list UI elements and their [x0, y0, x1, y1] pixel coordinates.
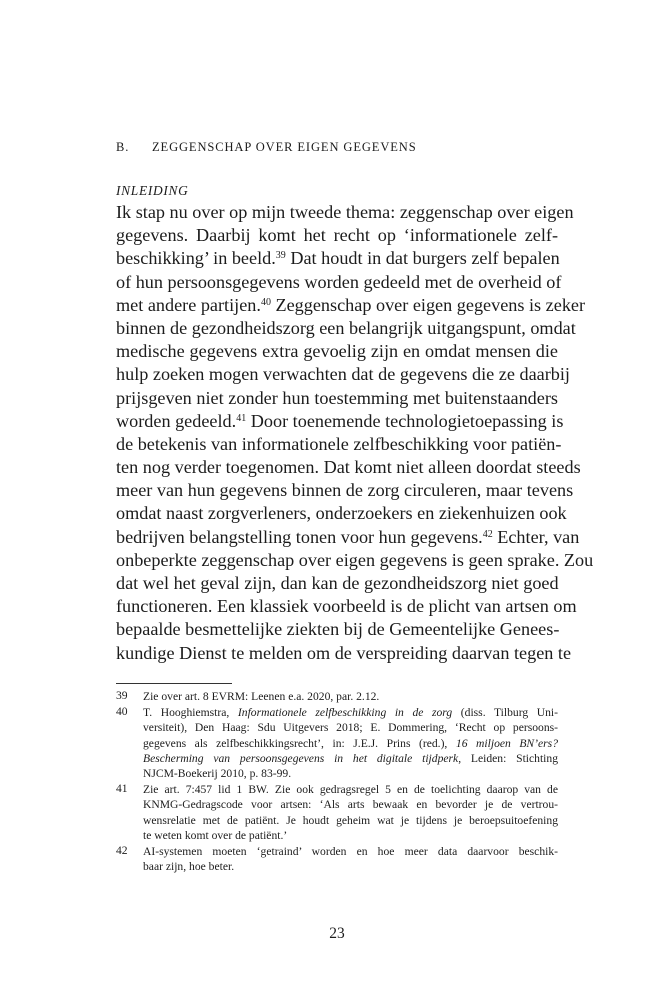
footnote-line: te weten komt over de patiënt.’	[143, 828, 288, 842]
footnote-ref: 41	[236, 412, 247, 424]
footnote-41	[116, 782, 558, 843]
body-line: dat wel het geval zijn, dan kan de gezondheidszorg niet goed	[116, 573, 559, 593]
body-line: medische gegevens extra gevoelig zijn en omdat mensen die	[116, 341, 558, 362]
footnote-line: Zie art. 7:457 lid 1 BW. Zie ook gedragsregel 5 en de toelichting daarop van de	[143, 783, 558, 797]
page-number: 23	[329, 925, 345, 942]
body-line: kundige Dienst te melden om de verspreiding daarvan tegen te	[116, 642, 572, 663]
body-line: ten nog verder toegenomen. Dat komt niet alleen doordat steeds	[116, 457, 581, 478]
footnote-number: 41	[116, 782, 128, 796]
footnote-line: Bescherming van persoonsgegevens in het digitale tijdperk, Leiden: Stichting	[143, 751, 558, 765]
body-line: de betekenis van informationele zelfbeschikking voor patiën-	[116, 433, 562, 454]
footnote-line: baar zijn, hoe beter.	[143, 860, 235, 874]
footnote-number: 42	[116, 843, 128, 857]
body-line: bepaalde besmettelijke ziekten bij de Gemeentelijke Genees-	[116, 619, 560, 640]
subheading: INLEIDING	[116, 183, 189, 198]
body-line: worden gedeeld.$^{41}$ Door toenemende technologietoepassing is	[116, 410, 564, 431]
body-line: met andere partijen.$^{40}$ Zeggenschap over eigen gegevens is zeker	[116, 294, 586, 315]
body-line: hulp zoeken mogen verwachten dat de gegevens die ze daarbij	[116, 364, 570, 385]
footnote-divider	[116, 683, 232, 684]
footnote-line: gegevens als zelfbeschikkingsrecht’, in: J.E.J. Prins (red.), 16 miljoen BN’ers?	[143, 736, 558, 750]
body-line: omdat naast zorgverleners, onderzoekers en ziekenhuizen ook	[116, 503, 567, 524]
footnote-ref: 42	[482, 528, 493, 540]
footnotes	[116, 689, 558, 874]
footnote-line: wensrelatie met de patiënt. Je houdt geheim wat je tijdens je beroepsuitoefening	[143, 813, 558, 827]
footnote-line: versiteit), Den Haag: Sdu Uitgevers 2018; E. Dommering, ‘Recht op persoons-	[143, 721, 558, 735]
body-line: beschikking’ in beeld.$^{39}$ Dat houdt in dat burgers zelf bepalen	[116, 248, 560, 269]
body-line: of hun persoonsgegevens worden gedeeld met de overheid of	[116, 271, 562, 292]
footnote-number: 40	[116, 705, 128, 719]
footnote-line: KNMG-Gedragscode voor artsen: ‘Als arts bewaak en bevorder je de vertrou-	[143, 798, 558, 812]
body-line: meer van hun gegevens binnen de zorg circuleren, maar tevens	[116, 480, 574, 501]
section-number: B.	[116, 140, 130, 154]
footnote-line: AI-systemen moeten ‘getraind’ worden en hoe meer data daarvoor beschik-	[143, 844, 558, 858]
footnote-number: 39	[116, 689, 128, 702]
footnote-40	[116, 705, 558, 781]
footnote-39	[116, 689, 558, 704]
footnote-line: Zie over art. 8 EVRM: Leenen e.a. 2020, par. 2.12.	[143, 690, 380, 703]
body-text	[116, 201, 594, 665]
footnote-line: NJCM-Boekerij 2010, p. 83-99.	[143, 766, 292, 780]
footnote-ref: 40	[260, 296, 271, 308]
body-line: Ik stap nu over op mijn tweede thema: zeggenschap over eigen	[116, 202, 574, 222]
body-line: binnen de gezondheidszorg een belangrijk uitgangspunt, omdat	[116, 317, 576, 338]
footnote-ref: 39	[275, 250, 286, 262]
body-line: onbeperkte zeggenschap over eigen gegevens is geen sprake. Zou	[116, 549, 594, 570]
book-page	[116, 0, 594, 998]
footnote-line: T. Hooghiemstra, Informationele zelfbeschikking in de zorg (diss. Tilburg Uni-	[143, 706, 558, 720]
body-line: gegevens. Daarbij komt het recht op ‘informationele zelf-	[116, 225, 558, 246]
footnote-42	[116, 844, 558, 874]
section-title: ZEGGENSCHAP OVER EIGEN GEGEVENS	[152, 140, 417, 154]
body-line: bedrijven belangstelling tonen voor hun gegevens.$^{42}$ Echter, van	[116, 526, 580, 547]
section-heading	[116, 140, 558, 155]
body-line: prijsgeven niet zonder hun toestemming met buitenstaanders	[116, 387, 558, 408]
body-line: functioneren. Een klassiek voorbeeld is de plicht van artsen om	[116, 596, 577, 617]
